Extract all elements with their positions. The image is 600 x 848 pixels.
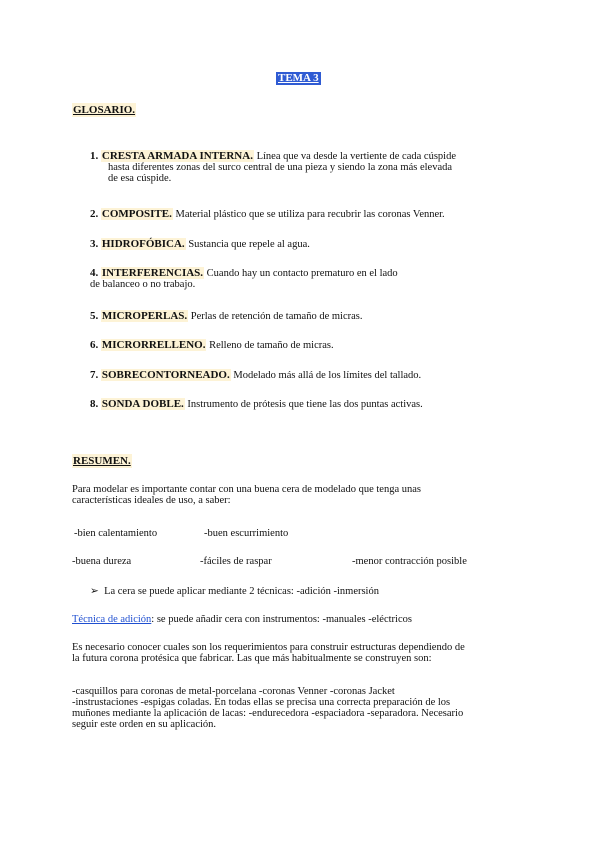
glossary-term: SONDA DOBLE. [101, 398, 184, 410]
glossary-definition: Modelado más allá de los límites del tallado. [233, 370, 422, 381]
glossary-item [90, 267, 398, 290]
glosario-heading: GLOSARIO. [73, 104, 136, 116]
structures-line: -instrustaciones -espigas coladas. En todas ellas se precisa una correcta preparación de los [72, 697, 451, 708]
glossary-term: CRESTA ARMADA INTERNA. [101, 150, 253, 162]
glossary-item [90, 208, 445, 220]
intro-line: Para modelar es importante contar con una buena cera de modelado que tenga unas [72, 484, 421, 495]
glossary-definition: Material plástico que se utiliza para recubrir las coronas Venner. [175, 209, 445, 220]
arrow-bullet-icon: ➢ [90, 586, 99, 597]
requirements-paragraph [72, 642, 465, 664]
structures-line: muñones mediante la aplicación de lacas: -endurecedora -espaciadora -separadora. Necesario [72, 708, 464, 719]
glossary-item [90, 339, 334, 351]
glossary-term: HIDROFÓBICA. [101, 238, 185, 250]
glossary-item [90, 238, 310, 250]
item-number: 1. [90, 150, 99, 162]
requirements-line: Es necesario conocer cuales son los requerimientos para construir estructuras dependiendo de [72, 642, 465, 653]
technique-text: La cera se puede aplicar mediante 2 técnicas: -adición -inmersión [104, 586, 379, 597]
structures-line: seguir este orden en su aplicación. [72, 719, 217, 730]
item-number: 7. [90, 369, 99, 381]
property-item: -buen escurrimiento [204, 528, 289, 539]
glossary-definition-cont: hasta diferentes zonas del surco central de una pieza y siendo la zona más elevada [108, 162, 453, 173]
glossary-term: COMPOSITE. [101, 208, 172, 220]
item-number: 3. [90, 238, 99, 250]
intro-line: características ideales de uso, a saber: [72, 495, 231, 506]
tecnica-line [72, 614, 412, 625]
glossary-term: MICRORRELLENO. [101, 339, 206, 351]
glossary-definition: Instrumento de prótesis que tiene las dos puntas activas. [187, 399, 423, 410]
property-item: -bien calentamiento [74, 528, 158, 539]
glossary-item [90, 398, 423, 410]
tecnica-link[interactable]: Técnica de adición [72, 614, 152, 625]
page-title: TEMA 3 [278, 72, 319, 84]
glossary-definition: Cuando hay un contacto prematuro en el lado [206, 268, 398, 279]
property-item: -fáciles de raspar [200, 556, 272, 567]
glossary-term: INTERFERENCIAS. [101, 267, 204, 279]
technique-bullet [90, 585, 379, 597]
glossary-definition: Perlas de retención de tamaño de micras. [190, 311, 363, 322]
item-number: 8. [90, 398, 99, 410]
item-number: 2. [90, 208, 99, 220]
property-item: -buena dureza [72, 556, 132, 567]
requirements-line: la futura corona protésica que fabricar. Las que más habitualmente se construyen son: [72, 653, 432, 664]
item-number: 4. [90, 267, 99, 279]
glossary-definition-cont: de balanceo o no trabajo. [90, 279, 196, 290]
glossary-item [90, 150, 456, 184]
glossary-term: MICROPERLAS. [101, 310, 188, 322]
resumen-heading: RESUMEN. [73, 455, 131, 467]
tecnica-text: : se puede añadir cera con instrumentos: -manuales -eléctricos [151, 614, 412, 625]
item-number: 6. [90, 339, 99, 351]
structures-paragraph [72, 686, 463, 730]
glossary-item [90, 369, 421, 381]
property-item: -menor contracción posible [352, 556, 467, 567]
glossary-definition: Relleno de tamaño de micras. [209, 340, 334, 351]
structures-line: -casquillos para coronas de metal-porcelana -coronas Venner -coronas Jacket [72, 686, 395, 697]
glossary-definition-cont: de esa cúspide. [108, 173, 172, 184]
glossary-term: SOBRECONTORNEADO. [101, 369, 230, 381]
glossary-definition: Línea que va desde la vertiente de cada cúspide [256, 151, 456, 162]
item-number: 5. [90, 310, 99, 322]
glossary-item [90, 310, 363, 322]
glossary-definition: Sustancia que repele al agua. [188, 239, 310, 250]
resumen-intro [72, 484, 421, 506]
